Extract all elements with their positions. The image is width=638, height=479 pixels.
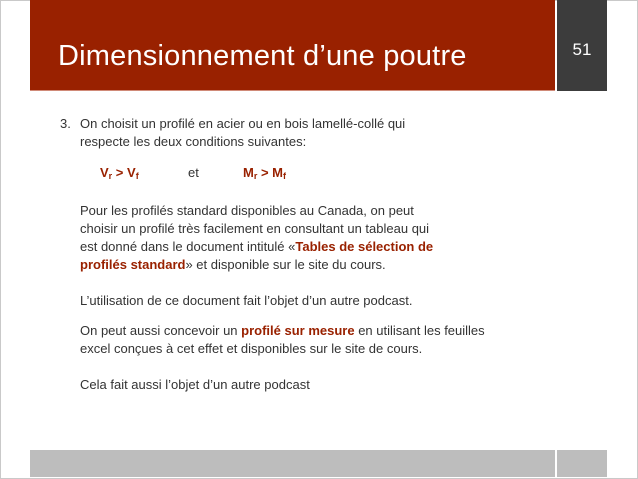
paragraph-podcast-1: L’utilisation de ce document fait l’objet d’un autre podcast. bbox=[80, 293, 413, 308]
list-item-3 bbox=[60, 115, 560, 151]
paragraph-custom-profile bbox=[60, 322, 560, 358]
paragraph-line: On peut aussi concevoir un profilé sur mesure en utilisant les feuilles bbox=[80, 323, 485, 338]
footer-number-bar bbox=[557, 450, 607, 477]
document-title-part-1: Tables de sélection de bbox=[295, 239, 434, 254]
footer-bar bbox=[30, 450, 555, 477]
condition-moment: $M_r > M_f$ bbox=[243, 165, 287, 181]
paragraph-line: Pour les profilés standard disponibles au Canada, on peut bbox=[80, 203, 414, 218]
list-item-number: 3. bbox=[60, 116, 71, 131]
condition-shear: $V_r > V_f$ bbox=[100, 165, 139, 181]
slide-content bbox=[60, 115, 560, 394]
conditions-line bbox=[60, 164, 560, 182]
paragraph-line: est donné dans le document intitulé «Tables de sélection de bbox=[80, 239, 434, 254]
paragraph-line: excel conçues à cet effet et disponibles sur le site de cours. bbox=[80, 341, 423, 356]
paragraph-line: profilés standard» et disponible sur le site du cours. bbox=[80, 257, 386, 272]
paragraph-line: choisir un profilé très facilement en consultant un tableau qui bbox=[80, 221, 430, 236]
paragraph-standard-profiles bbox=[60, 202, 560, 274]
list-item-line-1: On choisit un profilé en acier ou en bois lamellé-collé qui bbox=[80, 116, 406, 131]
list-item-line-2: respecte les deux conditions suivantes: bbox=[80, 134, 307, 149]
document-title-part-2: profilés standard bbox=[80, 257, 186, 272]
conditions-connector: et bbox=[188, 165, 199, 180]
slide-title: Dimensionnement d’une poutre bbox=[58, 40, 467, 72]
slide-number: 51 bbox=[572, 40, 592, 59]
paragraph-podcast-2: Cela fait aussi l’objet d’un autre podcast bbox=[80, 377, 310, 392]
custom-profile-emphasis: profilé sur mesure bbox=[241, 323, 355, 338]
slide-number-box bbox=[557, 0, 607, 91]
